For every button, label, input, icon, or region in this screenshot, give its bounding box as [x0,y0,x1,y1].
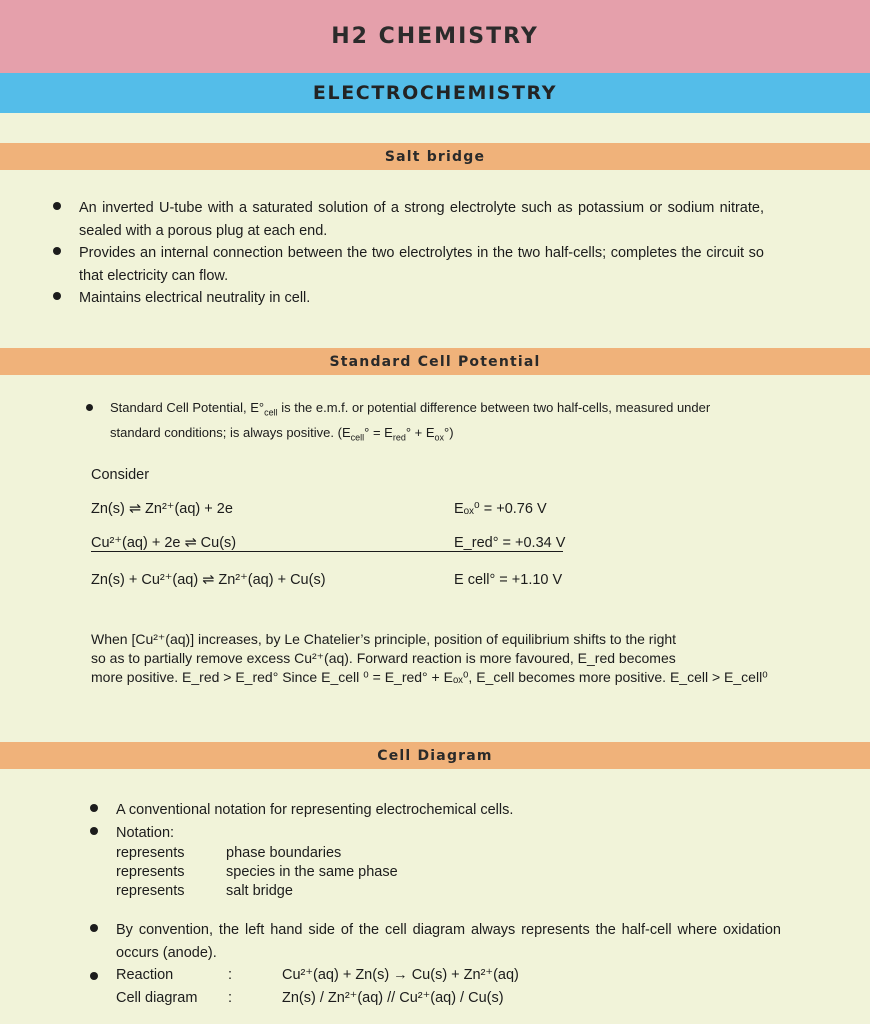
reaction-block [116,964,519,1009]
subtitle-band [0,73,870,113]
equation-sum-line [91,551,563,552]
notation-table [116,844,398,901]
half-equation-oxidation: Zn(s) ⇌ Zn²⁺(aq) + 2e [91,501,233,517]
notation-row: represents salt bridge [116,883,293,899]
page-subtitle: ELECTROCHEMISTRY [312,82,558,104]
reaction-row: Reaction : Cu²⁺(aq) + Zn(s) → Cu(s) + Zn²⁺(aq) [116,964,519,987]
e-red-value: E_red° = +0.34 V [454,535,566,551]
section-header-standard-cell-potential [0,348,870,375]
title-band [0,0,870,73]
bullet-icon [90,804,98,812]
notation-row: represents phase boundaries [116,845,342,861]
e-cell-value: E cell° = +1.10 V [454,572,563,588]
list-item: Standard Cell Potential, $E^\circ_{cell}$ is the e.m.f. or potential difference between two half-cells, measured under standard conditions; is always positive. $(E_{cell}^\circ = E_{red}^\circ + E_{ox}^\circ)$ [110,398,760,447]
list-item: A conventional notation for representing electrochemical cells. [116,799,781,822]
bullet-icon [86,404,93,411]
notation-row: represents species in the same phase [116,864,398,880]
salt-bridge-list [79,197,764,310]
bullet-icon [53,292,61,300]
cell-diagram-list [116,799,781,844]
list-item: By convention, the left hand side of the cell diagram always represents the half-cell where oxidation occurs (anode). [116,919,781,964]
le-chatelier-paragraph: When [Cu²⁺(aq)] increases, by Le Chatelier’s principle, position of equilibrium shifts to the right so as to partially remove excess Cu²⁺(aq). Forward reaction is more favoured, E_red becomes more positive. E_red > E_red° Since E_cell ⁰ = E_red° + Eₒₓ⁰, E_cell becomes more positive. E_cell > E_cell⁰ [91,631,768,685]
bullet-icon [53,202,61,210]
half-equation-reduction: Cu²⁺(aq) + 2e ⇌ Cu(s) [91,535,237,551]
overall-equation: Zn(s) + Cu²⁺(aq) ⇌ Zn²⁺(aq) + Cu(s) [91,572,326,588]
standard-cell-potential-list [110,398,760,447]
list-item: Notation: [116,822,781,845]
bullet-icon [90,827,98,835]
list-item: An inverted U-tube with a saturated solution of a strong electrolyte such as potassium or sodium nitrate, sealed with a porous plug at each end. [79,197,764,242]
section-header-cell-diagram [0,742,870,769]
cell-diagram-list-2 [116,919,781,964]
page-title: H2 CHEMISTRY [331,24,539,49]
section-title: Salt bridge [384,148,486,165]
section-header-salt-bridge [0,143,870,170]
section-title: Standard Cell Potential [329,353,541,370]
bullet-icon [90,972,98,980]
e-ox-value: Eₒₓ⁰ = +0.76 V [454,501,547,517]
section-title: Cell Diagram [377,747,493,764]
consider-label: Consider [91,467,150,483]
bullet-icon [90,924,98,932]
list-item: Provides an internal connection between the two electrolytes in the two half-cells; completes the circuit so that electricity can flow. [79,242,764,287]
bullet-icon [53,247,61,255]
cell-diagram-row: Cell diagram : Zn(s) / Zn²⁺(aq) // Cu²⁺(aq) / Cu(s) [116,989,504,1006]
list-item: Maintains electrical neutrality in cell. [79,287,764,310]
